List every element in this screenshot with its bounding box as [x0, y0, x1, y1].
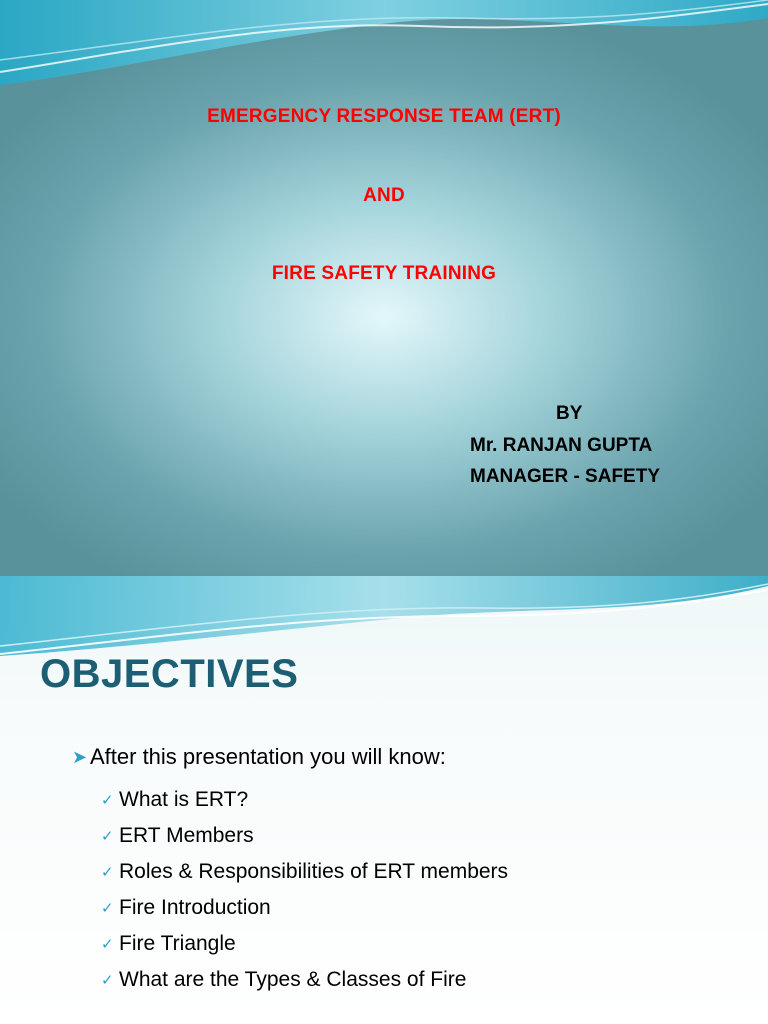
list-item — [101, 890, 508, 926]
list-item-text: ERT Members — [119, 824, 254, 847]
checkmark-icon: ✓ — [101, 900, 114, 917]
title-line-and: AND — [363, 185, 405, 206]
checkmark-icon: ✓ — [101, 828, 114, 845]
list-item — [101, 782, 508, 818]
list-item-text: What are the Types & Classes of Fire — [119, 968, 467, 991]
checkmark-icon: ✓ — [101, 936, 114, 953]
checkmark-icon: ✓ — [101, 864, 114, 881]
author-name: Mr. RANJAN GUPTA — [470, 435, 653, 456]
list-item — [101, 962, 508, 998]
arrow-right-icon: ➤ — [72, 746, 88, 767]
intro-bullet — [72, 744, 446, 770]
slide-heading: OBJECTIVES — [40, 652, 299, 696]
list-item-text: Roles & Responsibilities of ERT members — [119, 860, 509, 883]
list-item-text: Fire Introduction — [119, 896, 271, 919]
objectives-list — [101, 782, 508, 998]
list-item — [101, 818, 508, 854]
wave-decoration — [0, 0, 768, 100]
title-line-ert: EMERGENCY RESPONSE TEAM (ERT) — [207, 106, 561, 127]
list-item — [101, 926, 508, 962]
objectives-slide — [0, 576, 768, 1024]
list-item-text: Fire Triangle — [119, 932, 236, 955]
title-line-fire-safety: FIRE SAFETY TRAINING — [271, 263, 497, 284]
list-item-text: What is ERT? — [119, 788, 249, 811]
intro-text: After this presentation you will know: — [90, 744, 446, 769]
by-label: BY — [556, 403, 583, 424]
checkmark-icon: ✓ — [101, 792, 114, 809]
author-role: MANAGER - SAFETY — [470, 466, 660, 487]
list-item — [101, 854, 508, 890]
checkmark-icon: ✓ — [101, 972, 114, 989]
